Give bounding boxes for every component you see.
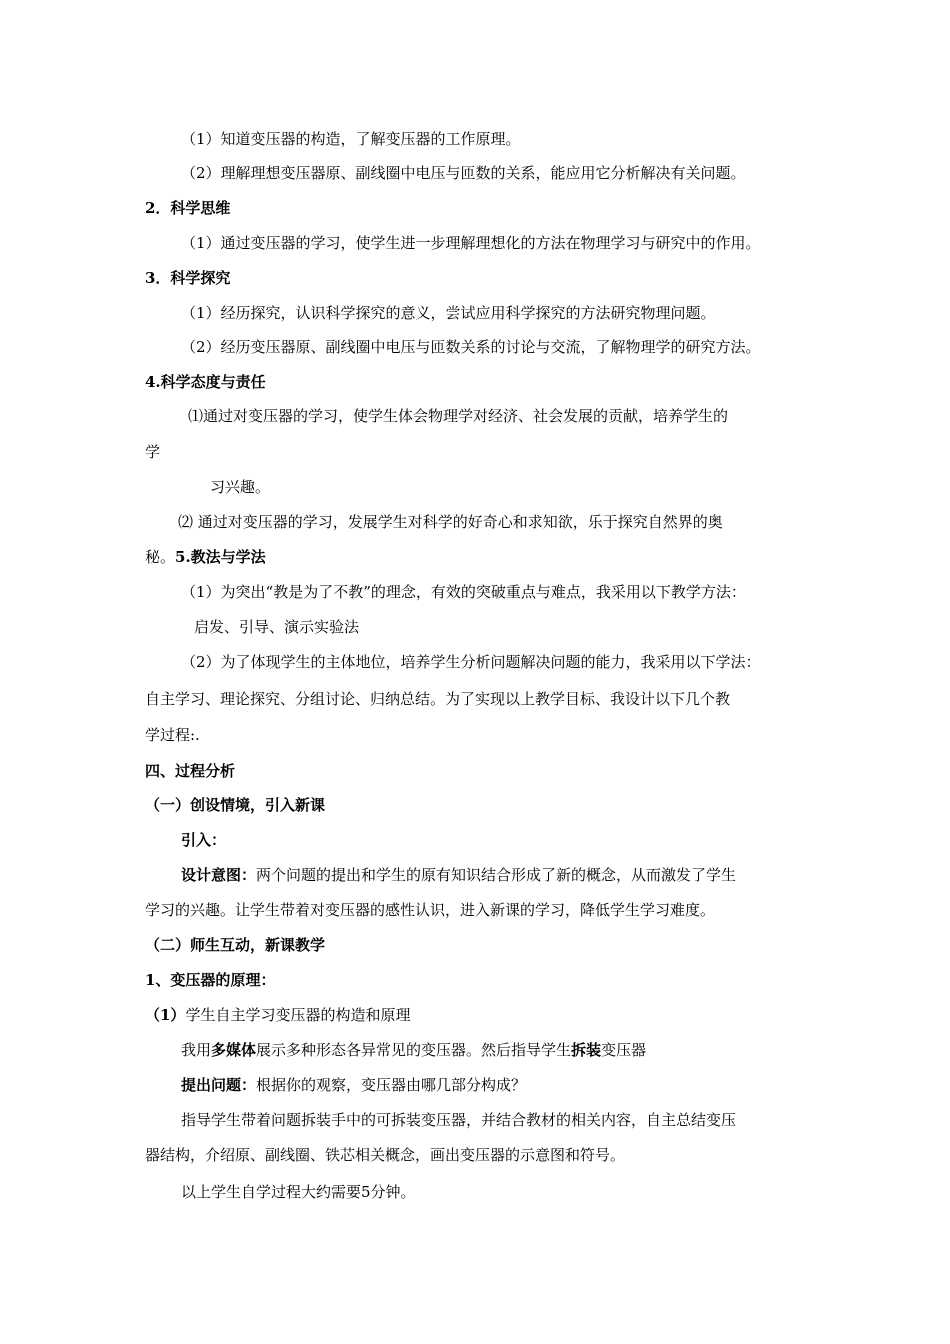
multimedia-keyword: 多媒体 xyxy=(211,1041,257,1059)
question-label: 提出问题： xyxy=(181,1076,257,1094)
time-note: 以上学生自学过程大约需要5分钟。 xyxy=(181,1183,416,1201)
heading-scientific-thinking: 2．科学思维 xyxy=(145,199,231,217)
design-intent-label: 设计意图： xyxy=(181,866,257,884)
question-line xyxy=(181,1074,526,1096)
multimedia-part-3: 变压器 xyxy=(601,1041,647,1059)
heading-scientific-inquiry: 3．科学探究 xyxy=(145,269,231,287)
heading-attitude-responsibility: 4.科学态度与责任 xyxy=(145,373,266,391)
heading-process-analysis: 四、过程分析 xyxy=(145,762,236,780)
heading-transformer-principle: 1、变压器的原理： xyxy=(145,971,276,989)
self-study-number: （1） xyxy=(145,1006,186,1024)
self-study-item xyxy=(145,1004,410,1026)
design-intent xyxy=(181,864,736,886)
objective-4-2-tail: 秘。 xyxy=(145,548,176,566)
objective-4-1: ⑴通过对变压器的学习，使学生体会物理学对经济、社会发展的贡献，培养学生的 xyxy=(188,407,729,425)
guidance-cont: 器结构，介绍原、副线圈、铁芯相关概念，画出变压器的示意图和符号。 xyxy=(145,1146,626,1164)
method-2: （2）为了体现学生的主体地位，培养学生分析问题解决问题的能力，我采用以下学法： xyxy=(181,653,761,671)
method-1-list: 启发、引导、演示实验法 xyxy=(194,618,360,636)
method-1: （1）为突出“教是为了不教”的理念，有效的突破重点与难点，我采用以下教学方法： xyxy=(181,583,746,601)
objective-3-1: （1）经历探究，认识科学探究的意义，尝试应用科学探究的方法研究物理问题。 xyxy=(181,304,716,322)
question-text: 根据你的观察，变压器由哪几部分构成？ xyxy=(256,1076,527,1094)
objective-4-1-cont: 习兴趣。 xyxy=(210,478,271,496)
method-2-cont: 学过程:. xyxy=(145,726,200,744)
disassemble-keyword: 拆装 xyxy=(571,1041,602,1059)
multimedia-part-2: 展示多种形态各异常见的变压器。然后指导学生 xyxy=(256,1041,572,1059)
multimedia-line xyxy=(181,1039,646,1061)
heading-interaction: （二）师生互动，新课教学 xyxy=(145,936,326,954)
design-intent-text: 两个问题的提出和学生的原有知识结合形成了新的概念，从而激发了学生 xyxy=(256,866,737,884)
objective-4-1-wrap: 学 xyxy=(145,443,161,461)
method-2-list: 自主学习、理论探究、分组讨论、归纳总结。为了实现以上教学目标、我设计以下几个教 xyxy=(145,690,731,708)
heading-methods: 5.教法与学法 xyxy=(175,548,266,566)
heading-create-situation: （一）创设情境，引入新课 xyxy=(145,796,326,814)
objective-2-1: （1）通过变压器的学习，使学生进一步理解理想化的方法在物理学习与研究中的作用。 xyxy=(181,234,761,252)
objective-4-2: ⑵ 通过对变压器的学习，发展学生对科学的好奇心和求知欲，乐于探究自然界的奥 xyxy=(178,513,723,531)
objective-3-2: （2）经历变压器原、副线圈中电压与匝数关系的讨论与交流，了解物理学的研究方法。 xyxy=(181,338,761,356)
objective-1-2: （2）理解理想变压器原、副线圈中电压与匝数的关系，能应用它分析解决有关问题。 xyxy=(181,164,746,182)
intro-label: 引入： xyxy=(181,831,227,849)
objective-1-1: （1）知道变压器的构造，了解变压器的工作原理。 xyxy=(181,130,521,148)
self-study-text: 学生自主学习变压器的构造和原理 xyxy=(185,1006,411,1024)
objective-4-2-cont xyxy=(145,546,266,568)
multimedia-part-1: 我用 xyxy=(181,1041,212,1059)
design-intent-cont: 学习的兴趣。让学生带着对变压器的感性认识，进入新课的学习，降低学生学习难度。 xyxy=(145,901,716,919)
guidance-line: 指导学生带着问题拆装手中的可拆装变压器，并结合教材的相关内容，自主总结变压 xyxy=(181,1111,737,1129)
